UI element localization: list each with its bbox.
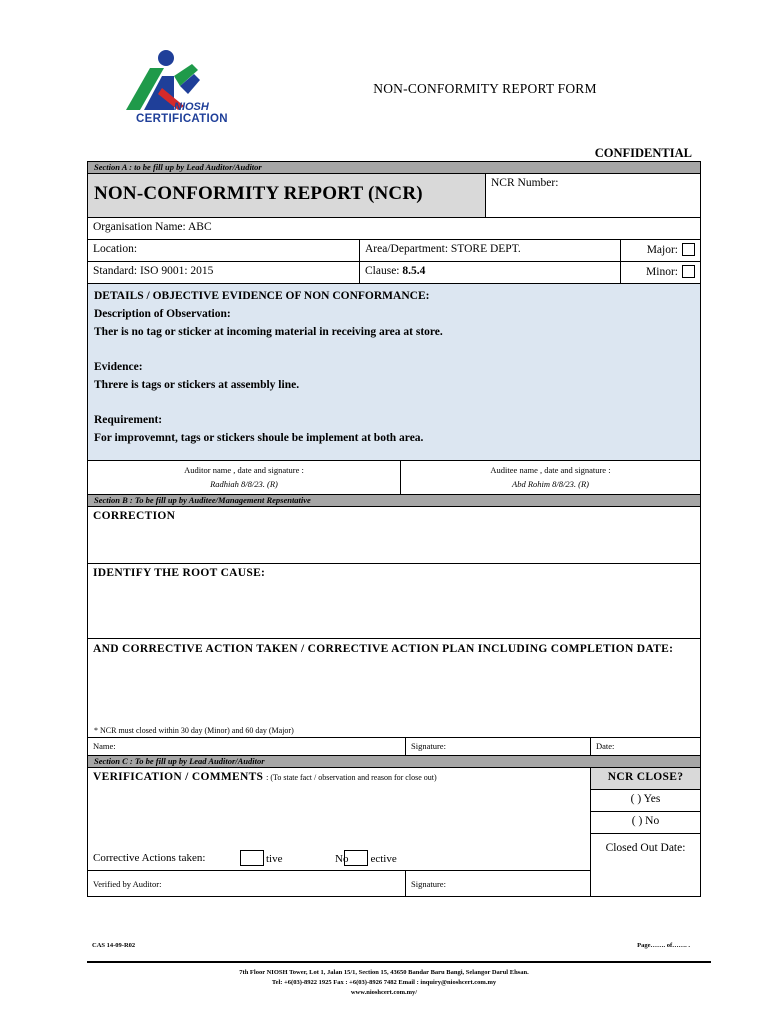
clause-label: Clause: [365,265,400,277]
logo-name: NIOSH [174,101,209,113]
ca-taken-label: Corrective Actions taken: [93,852,206,864]
clause-value: 8.5.4 [402,265,426,277]
auditor-signature-cell[interactable] [87,460,401,495]
auditee-value: Abd Rohim 8/8/23. (R) [512,479,589,489]
auditee-label: Auditee name , date and signature : [490,465,611,475]
verified-by-label: Verified by Auditor: [93,879,162,889]
page-number: Page……. of……. . [637,942,690,949]
observation-label: Description of Observation: [94,308,231,320]
correction-label: CORRECTION [93,510,176,522]
requirement-text: For improvemnt, tags or stickers shoule be implement at both area. [94,432,424,444]
major-field [620,239,701,262]
logo-subtitle: CERTIFICATION [136,113,228,125]
standard-label: Standard: [93,265,138,277]
clause-field [359,261,621,284]
corrective-action-label: AND CORRECTIVE ACTION TAKEN / CORRECTIVE ACTION PLAN INCLUDING COMPLETION DATE: [93,643,674,655]
major-checkbox[interactable] [682,243,695,256]
requirement-label: Requirement: [94,414,163,426]
ca-not-head: No [335,853,349,865]
org-label: Organisation Name: [93,221,186,233]
verified-by-field[interactable] [87,870,406,897]
closure-note: * NCR must closed within 30 day (Minor) and 60 day (Major) [94,726,294,735]
root-cause-label: IDENTIFY THE ROOT CAUSE: [93,567,266,579]
niosh-logo [118,46,243,128]
form-code: CAS 14-09-R02 [92,942,136,949]
details-heading: DETAILS / OBJECTIVE EVIDENCE OF NON CONFORMANCE: [94,290,430,302]
auditor-label: Auditor name , date and signature : [184,465,304,475]
evidence-text: Threre is tags or stickers at assembly line. [94,379,300,391]
signature-label-c: Signature: [411,879,446,889]
ncr-title: NON-CONFORMITY REPORT (NCR) [87,173,486,218]
auditee-signature-cell[interactable] [400,460,701,495]
name-label: Name: [93,741,116,751]
area-label: Area/Department: [365,243,449,255]
standard-value: ISO 9001: 2015 [139,265,214,277]
section-b-bar: Section B : To be fill up by Auditee/Management Repsentative [87,494,701,507]
area-field[interactable] [359,239,621,262]
auditor-value: Radhiah 8/8/23. (R) [210,479,278,489]
footer-contact: Tel: +6(03)-8922 1925 Fax : +6(03)-8926 7482 Email : inquiry@nioshcert.com.my [271,979,497,986]
section-c-bar: Section C : To be fill up by Lead Auditor/Auditor [87,755,701,768]
ca-taken-row [93,852,205,864]
ca-not-effective-checkbox[interactable] [344,850,368,866]
footer-divider [87,961,711,963]
ncr-number-label: NCR Number: [491,177,559,189]
signature-field-b[interactable] [405,737,591,756]
minor-field [620,261,701,284]
location-field[interactable] [87,239,360,262]
date-field[interactable] [590,737,701,756]
minor-checkbox[interactable] [682,265,695,278]
date-label: Date: [596,741,615,751]
area-value: STORE DEPT. [450,243,521,255]
ca-not-tail: ective [370,853,397,865]
ca-not-effective-option[interactable] [335,850,397,866]
verification-note: : (To state fact / observation and reason for close out) [266,773,437,782]
form-title: NON-CONFORMITY REPORT FORM [373,81,597,96]
confidential-label: CONFIDENTIAL [594,146,692,160]
ncr-close-no[interactable]: ( ) No [590,811,701,834]
minor-label: Minor: [646,266,678,278]
ca-effective-checkbox[interactable] [240,850,264,866]
verification-field[interactable] [87,767,591,871]
name-field[interactable] [87,737,406,756]
org-value: ABC [187,221,212,233]
ncr-number-field[interactable] [485,173,701,218]
ca-effective-tail: tive [266,853,283,865]
signature-label-b: Signature: [411,741,446,751]
major-label: Major: [646,244,678,256]
closed-out-label: Closed Out Date: [605,842,686,854]
evidence-label: Evidence: [94,361,143,373]
correction-field[interactable] [87,506,701,564]
closed-out-date-field[interactable] [590,833,701,897]
corrective-action-field[interactable] [87,638,701,738]
organisation-row [87,217,701,240]
section-a-bar: Section A : to be fill up by Lead Auditor/Auditor [87,161,701,174]
verification-label: VERIFICATION / COMMENTS [93,771,264,783]
footer-address: 7th Floor NIOSH Tower, Lot 1, Jalan 15/1, Section 15, 43650 Bandar Baru Bangi, Selangor Darul Ehsan. [239,969,529,976]
standard-field [87,261,360,284]
root-cause-field[interactable] [87,563,701,639]
ca-effective-option[interactable] [240,850,283,866]
signature-field-c[interactable] [405,870,591,897]
footer-website: www.nioshcert.com.my/ [350,989,418,996]
ncr-close-yes[interactable]: ( ) Yes [590,789,701,812]
observation-text: Ther is no tag or sticker at incoming material in receiving area at store. [94,326,443,338]
ncr-close-header: NCR CLOSE? [590,767,701,790]
details-panel [87,283,701,461]
location-label: Location: [93,243,138,255]
